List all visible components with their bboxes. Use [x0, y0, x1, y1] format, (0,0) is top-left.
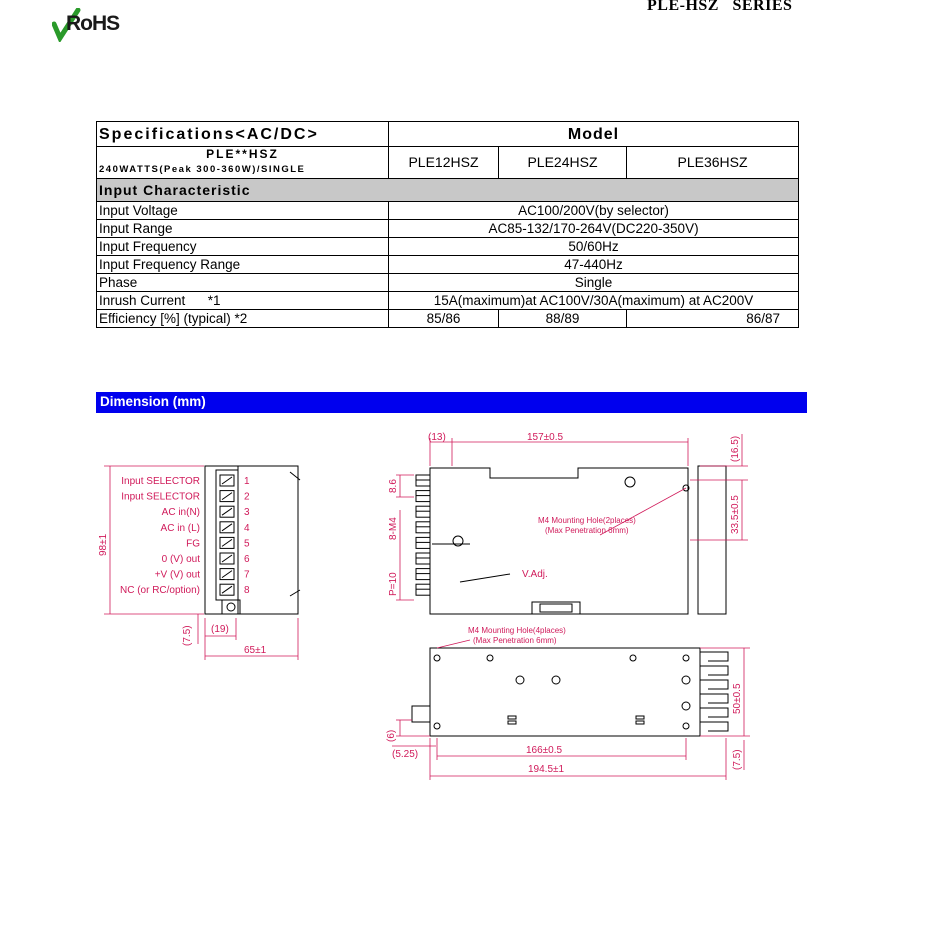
terminal-label: Input SELECTOR [121, 476, 200, 487]
dim-side-width: 65±1 [244, 645, 267, 656]
top-view-body [430, 468, 688, 614]
dim-side-depth-small: (19) [211, 624, 229, 635]
heatsink-fin [700, 694, 728, 703]
vadj-label: V.Adj. [522, 569, 548, 580]
model-ple12hsz: PLE12HSZ [389, 147, 499, 179]
row-label: Input Voltage [97, 202, 389, 220]
dim-bottom-right-bottom: (7.5) [732, 749, 743, 770]
terminal-number: 2 [244, 491, 250, 503]
row-label: Efficiency [%] (typical) *2 [97, 310, 389, 328]
dim-top-pitch: 8.6 [388, 479, 399, 493]
dim-top-right-top: (16.5) [730, 435, 741, 462]
row-label: Phase [97, 274, 389, 292]
top-mount-hole-note: M4 Mounting Hole(2places) [538, 516, 636, 525]
efficiency-ple12hsz: 85/86 [389, 310, 499, 328]
dim-bottom-total-length: 194.5±1 [528, 764, 565, 775]
terminal-number: 6 [244, 554, 250, 565]
row-label: Input Frequency [97, 238, 389, 256]
terminal-label: +V (V) out [154, 569, 200, 581]
row-value: Single [389, 274, 799, 292]
dim-bottom-right-height: 50±0.5 [732, 683, 743, 714]
model-header: Model [389, 122, 799, 147]
row-value: AC100/200V(by selector) [389, 202, 799, 220]
heatsink-fin [700, 708, 728, 717]
dim-side-bottom-offset: (7.5) [182, 625, 193, 646]
terminal-number: 5 [244, 538, 250, 550]
terminal-label: AC in (L) [160, 522, 200, 534]
heatsink-fin [700, 722, 728, 731]
dim-top-left-margin: (13) [428, 432, 446, 443]
terminal-label: FG [186, 538, 200, 550]
terminal-label: 0 (V) out [161, 554, 200, 565]
bottom-mount-hole-note: M4 Mounting Hole(4places) [468, 626, 566, 635]
spec-title: Specifications<AC/DC> [97, 122, 389, 147]
heatsink-fin [700, 680, 728, 689]
section-input-characteristic: Input Characteristic [97, 179, 799, 202]
dim-bottom-left-small: (6) [386, 729, 397, 742]
dim-top-right-hole: 33.5±0.5 [730, 495, 741, 534]
terminal-label: NC (or RC/option) [119, 585, 200, 597]
heatsink-fin [700, 652, 728, 661]
terminal-number: 3 [244, 507, 250, 519]
terminal-number: 7 [244, 569, 250, 581]
row-label: Input Frequency Range [97, 256, 389, 274]
dim-bottom-hole-span: 166±0.5 [526, 745, 563, 756]
dim-top-screws: 8-M4 [388, 517, 399, 540]
bottom-view-body [430, 648, 700, 736]
efficiency-ple24hsz: 88/89 [499, 310, 627, 328]
dim-top-pitch-total: P=10 [388, 572, 399, 596]
top-mount-pen-note: (Max Penetration 6mm) [545, 526, 629, 535]
dim-top-length: 157±0.5 [527, 432, 564, 443]
row-value: 47-440Hz [389, 256, 799, 274]
model-ple36hsz: PLE36HSZ [627, 147, 799, 179]
row-value: 15A(maximum)at AC100V/30A(maximum) at AC200V [389, 292, 799, 310]
dim-side-height: 98±1 [98, 533, 109, 556]
rohs-logo: RoHS [66, 12, 120, 35]
efficiency-ple36hsz: 86/87 [627, 310, 799, 328]
terminal-number: 8 [244, 585, 250, 597]
bottom-mount-pen-note: (Max Penetration 6mm) [473, 636, 557, 645]
terminal-label: AC in(N) [161, 507, 200, 519]
dim-bottom-left-offset: (5.25) [392, 749, 419, 760]
terminal-label: Input SELECTOR [121, 491, 200, 503]
product-name: PLE**HSZ [97, 147, 389, 163]
product-desc: 240WATTS(Peak 300-360W)/SINGLE [97, 162, 389, 179]
heatsink-fin [700, 666, 728, 675]
model-ple24hsz: PLE24HSZ [499, 147, 627, 179]
terminal-number: 4 [244, 522, 250, 534]
row-label: Inrush Current *1 [97, 292, 389, 310]
row-value: AC85-132/170-264V(DC220-350V) [389, 220, 799, 238]
row-label: Input Range [97, 220, 389, 238]
row-value: 50/60Hz [389, 238, 799, 256]
terminal-number: 1 [244, 476, 250, 487]
dimension-title: Dimension (mm) [100, 394, 206, 409]
series-title: PLE-HSZ SERIES [647, 0, 793, 14]
